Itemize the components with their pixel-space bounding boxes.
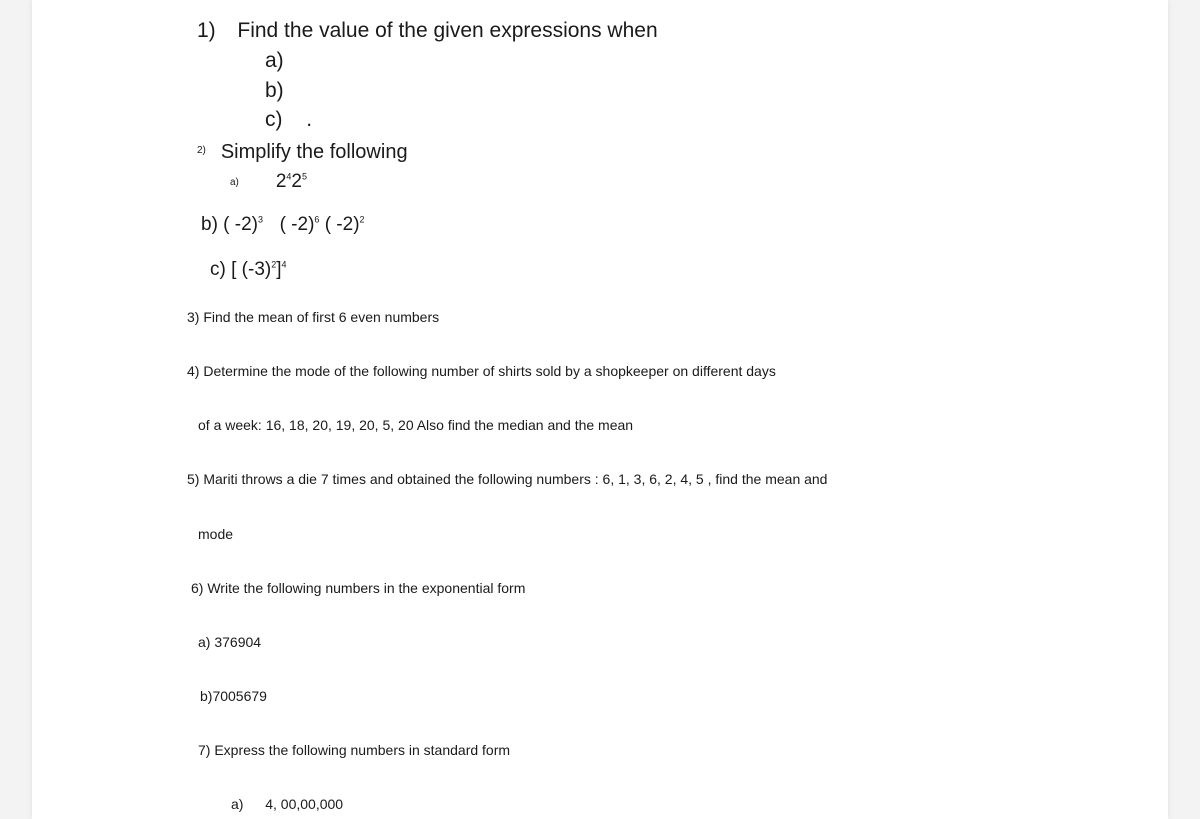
exponent: 2 bbox=[271, 259, 277, 270]
question-1-text: Find the value of the given expressions when bbox=[237, 19, 658, 42]
expression-term: b) ( -2) bbox=[201, 214, 258, 235]
question-2-number: 2) bbox=[197, 145, 206, 156]
question-5-line-2: mode bbox=[198, 526, 234, 542]
exponent: 4 bbox=[286, 171, 292, 182]
question-7: 7) Express the following numbers in standard form bbox=[198, 742, 511, 758]
question-2-part-c bbox=[210, 259, 287, 281]
question-6: 6) Write the following numbers in the exponential form bbox=[191, 580, 526, 596]
question-2-part-a-expression bbox=[276, 171, 307, 192]
question-5-line-1: 5) Mariti throws a die 7 times and obtained the following numbers : 6, 1, 3, 6, 2, 4, 5 , find the mean and bbox=[187, 471, 828, 487]
exponent: 4 bbox=[281, 259, 287, 270]
expression-term: ( -2) bbox=[324, 214, 360, 235]
question-4-line-2: of a week: 16, 18, 20, 19, 20, 5, 20 Also find the median and the mean bbox=[198, 417, 634, 433]
base: 2 bbox=[275, 171, 287, 192]
question-7-part-a-label: a) bbox=[231, 796, 244, 812]
document-page bbox=[32, 0, 1168, 819]
question-2-part-a bbox=[230, 171, 307, 193]
question-4-line-1: 4) Determine the mode of the following number of shirts sold by a shopkeeper on different days bbox=[187, 363, 776, 379]
question-3: 3) Find the mean of first 6 even numbers bbox=[187, 309, 440, 325]
base: 2 bbox=[291, 171, 302, 192]
exponent: 6 bbox=[314, 214, 320, 225]
question-6-part-b: b)7005679 bbox=[200, 688, 267, 704]
question-2-text: Simplify the following bbox=[220, 141, 408, 163]
question-2 bbox=[197, 141, 408, 164]
expression-term: ( -2) bbox=[279, 214, 315, 235]
question-1-dot: . bbox=[306, 108, 313, 131]
question-1-part-c bbox=[265, 108, 312, 132]
exponent: 2 bbox=[359, 214, 365, 225]
question-7-part-a-value: 4, 00,00,000 bbox=[265, 796, 344, 812]
question-1-part-c-label: c) bbox=[265, 108, 283, 131]
expression-term: ] bbox=[276, 259, 282, 280]
question-2-part-a-label: a) bbox=[230, 177, 239, 188]
question-6-part-a: a) 376904 bbox=[198, 634, 262, 650]
question-7-part-a bbox=[231, 796, 343, 812]
expression-term: c) [ (-3) bbox=[210, 259, 272, 280]
question-1-number: 1) bbox=[197, 19, 216, 42]
exponent: 3 bbox=[258, 214, 264, 225]
question-2-part-b bbox=[201, 214, 365, 236]
question-1-part-a: a) bbox=[265, 49, 284, 72]
exponent: 5 bbox=[301, 171, 307, 182]
question-1-part-b: b) bbox=[265, 79, 284, 102]
question-1 bbox=[197, 19, 658, 43]
